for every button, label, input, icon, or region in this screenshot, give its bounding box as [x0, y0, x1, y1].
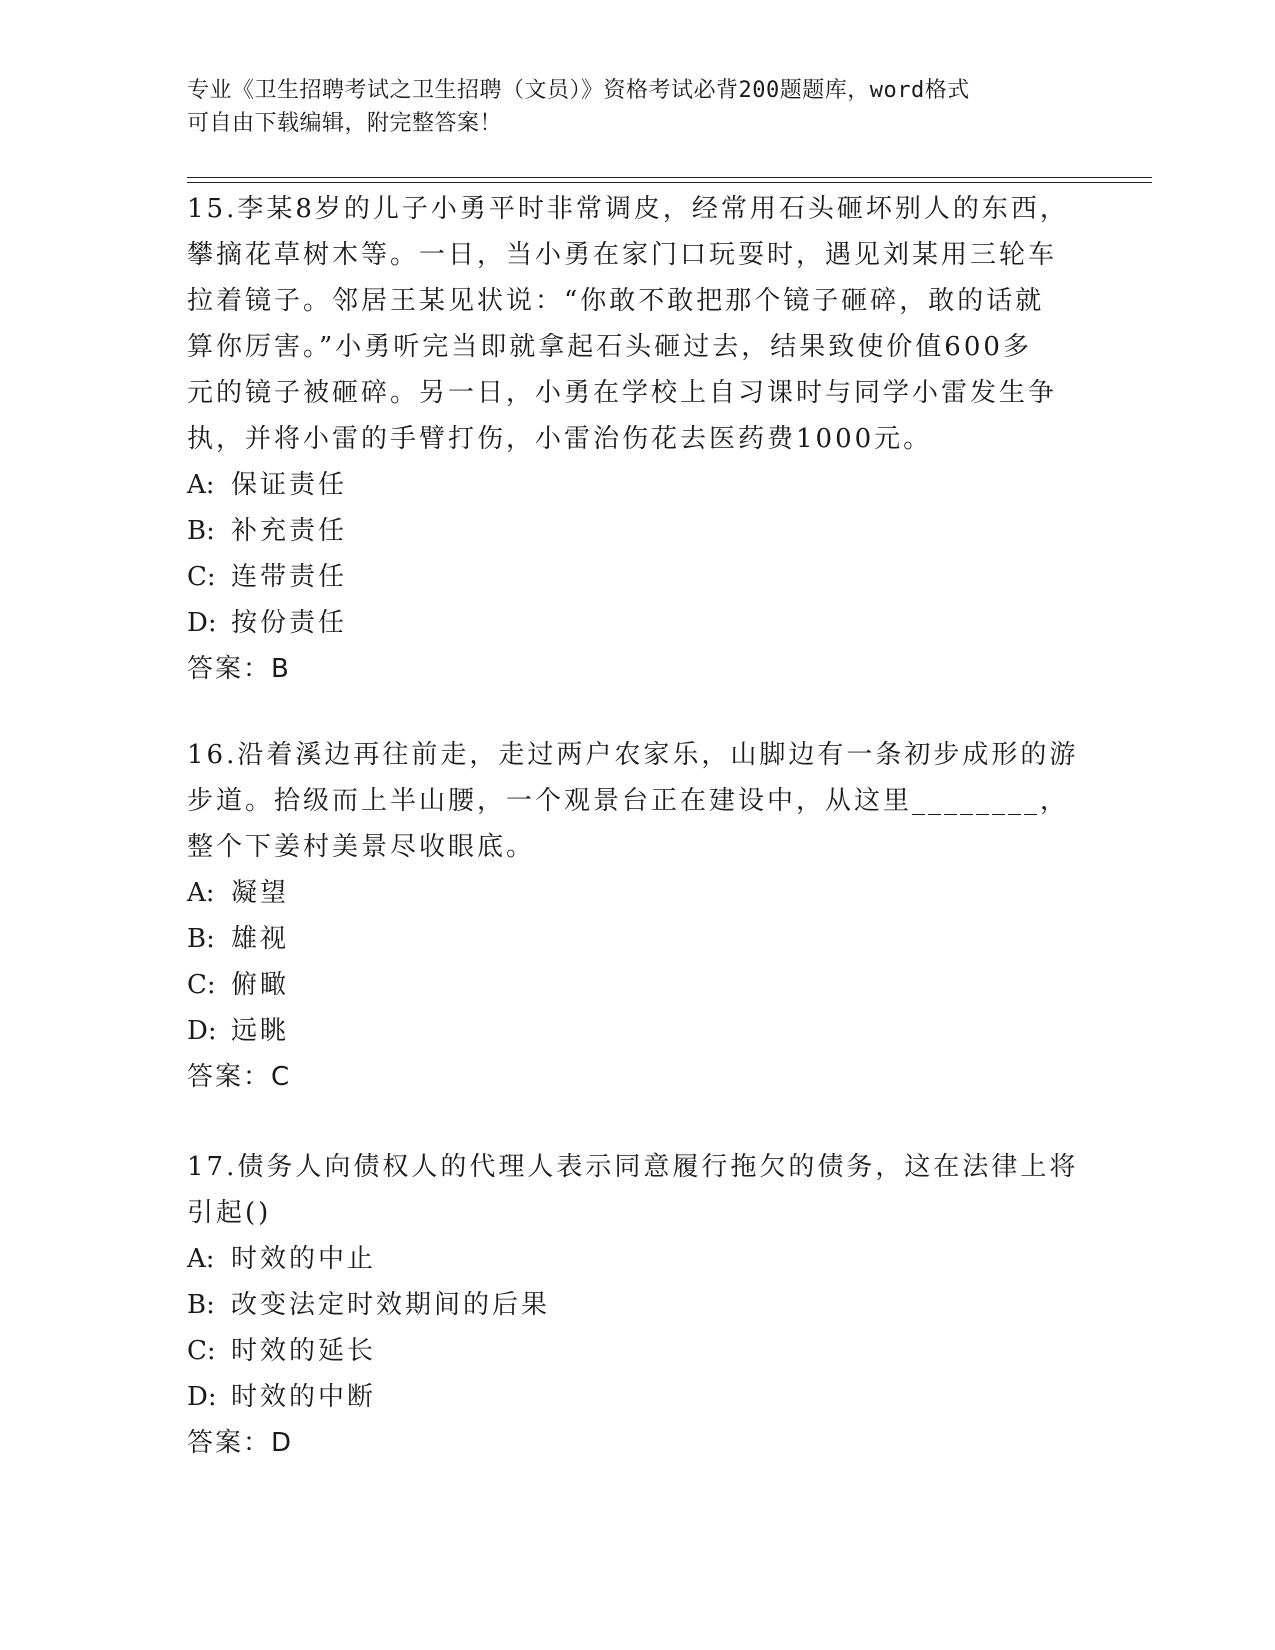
option-c [187, 962, 1087, 1008]
answer-line: 答案：D [187, 1428, 294, 1458]
option-text: 远眺 [231, 1016, 290, 1046]
option-d [187, 1008, 1087, 1054]
answer-line: 答案：C [187, 1062, 292, 1092]
option-key: B: [187, 1290, 215, 1320]
question-stem-line: 算你厉害。”小勇听完当即就拿起石头砸过去，结果致使价值600多 [187, 332, 1032, 362]
option-key: C: [187, 562, 216, 592]
option-text: 连带责任 [231, 562, 348, 592]
header-double-rule [187, 177, 1152, 183]
option-text: 雄视 [231, 924, 290, 954]
option-a [187, 1236, 1087, 1282]
option-b [187, 508, 1087, 554]
option-key: A: [187, 1244, 215, 1274]
option-text: 凝望 [231, 878, 290, 908]
option-text: 保证责任 [231, 470, 348, 500]
question-stem-line: 执，并将小雷的手臂打伤，小雷治伤花去医药费1000元。 [187, 424, 933, 454]
question-stem-line: 整个下姜村美景尽收眼底。 [187, 832, 536, 862]
question-stem-line: 15.李某8岁的儿子小勇平时非常调皮，经常用石头砸坏别人的东西， [187, 194, 1069, 224]
question-stem-line: 元的镜子被砸碎。另一日，小勇在学校上自习课时与同学小雷发生争 [187, 378, 1058, 408]
question-stem-line: 17.债务人向债权人的代理人表示同意履行拖欠的债务，这在法律上将 [187, 1152, 1079, 1182]
header-line-1: 专业《卫生招聘考试之卫生招聘（文员）》资格考试必背200题题库，word格式 [187, 78, 970, 103]
option-a [187, 870, 1087, 916]
document-header [187, 74, 1087, 140]
question-stem-line: 拉着镜子。邻居王某见状说：“你敢不敢把那个镜子砸碎，敢的话就 [187, 286, 1045, 316]
option-d [187, 1374, 1087, 1420]
option-text: 时效的中断 [231, 1382, 377, 1412]
option-key: D: [187, 1382, 217, 1412]
option-b [187, 1282, 1087, 1328]
option-key: D: [187, 1016, 217, 1046]
option-c [187, 1328, 1087, 1374]
option-d [187, 600, 1087, 646]
question-stem-line: 攀摘花草树木等。一日，当小勇在家门口玩耍时，遇见刘某用三轮车 [187, 240, 1058, 270]
option-a [187, 462, 1087, 508]
question-15 [187, 186, 1087, 692]
question-stem-line: 引起() [187, 1198, 272, 1228]
option-key: D: [187, 608, 217, 638]
option-c [187, 554, 1087, 600]
option-text: 补充责任 [231, 516, 348, 546]
answer-line: 答案：B [187, 654, 291, 684]
option-key: A: [187, 470, 215, 500]
option-text: 时效的延长 [231, 1336, 377, 1366]
option-b [187, 916, 1087, 962]
option-text: 时效的中止 [231, 1244, 377, 1274]
option-key: B: [187, 924, 215, 954]
question-16 [187, 732, 1087, 1100]
option-key: C: [187, 1336, 216, 1366]
question-stem-line: 步道。拾级而上半山腰，一个观景台正在建设中，从这里________， [187, 786, 1070, 816]
question-17 [187, 1144, 1087, 1466]
option-key: C: [187, 970, 216, 1000]
option-text: 按份责任 [231, 608, 348, 638]
header-line-2: 可自由下载编辑，附完整答案！ [187, 111, 503, 136]
option-text: 俯瞰 [231, 970, 290, 1000]
option-key: B: [187, 516, 215, 546]
question-stem-line: 16.沿着溪边再往前走，走过两户农家乐，山脚边有一条初步成形的游 [187, 740, 1079, 770]
option-key: A: [187, 878, 215, 908]
option-text: 改变法定时效期间的后果 [231, 1290, 551, 1320]
